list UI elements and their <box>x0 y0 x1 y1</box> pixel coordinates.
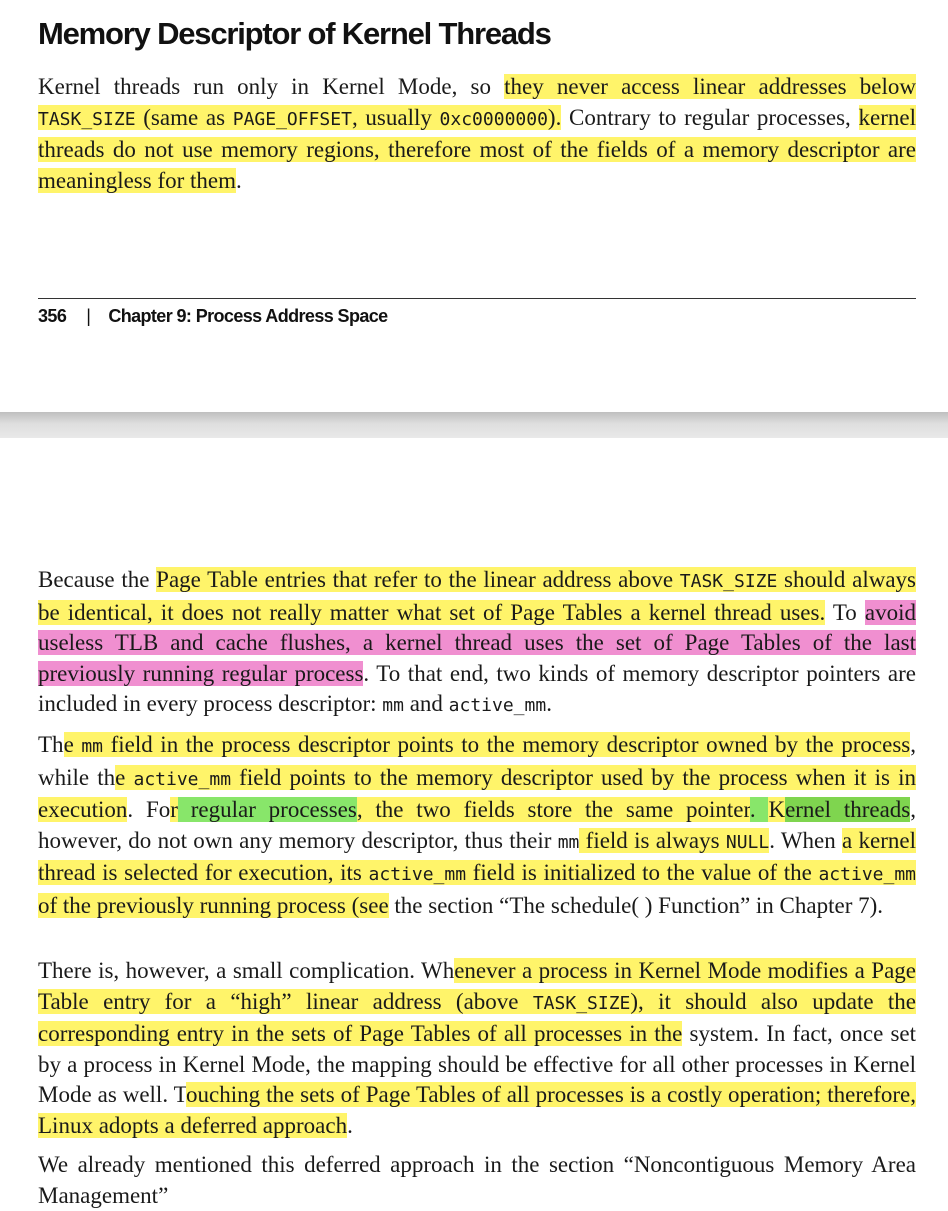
text-span: . Fo <box>127 797 171 823</box>
text-span: system. In fact, once set by a process in Kernel Mode, the mapping should be effective for all other processes in Kernel Mode as well. T <box>38 1021 917 1108</box>
text-span: e <box>63 732 82 757</box>
paragraph-page-tables <box>38 565 916 722</box>
highlight-yellow <box>579 828 769 853</box>
highlight-yellow: r <box>170 797 178 823</box>
highlight-green: regular processes <box>177 797 357 823</box>
code-address: 0xc0000000 <box>439 108 548 130</box>
text-span: should always be identical, it does not really matter what set of Page Tables a kernel thread uses. <box>38 567 916 625</box>
text-span: the section “The schedule( ) Function” in Chapter 7). <box>388 892 884 918</box>
code-active-mm: active_mm <box>133 768 232 790</box>
highlight-pink: avoid useless TLB and cache flushes, a kernel thread uses the set of Page Tables of the last previously running regular process <box>38 599 917 686</box>
text-span: and <box>403 691 449 717</box>
page-footer <box>38 306 388 327</box>
page-number: 356 <box>38 306 67 326</box>
text-span: There is, however, a small complication. Wh <box>38 958 455 983</box>
text-span: . <box>546 691 552 717</box>
code-mm: mm <box>557 831 580 853</box>
text-span: ). <box>547 104 562 130</box>
code-mm: mm <box>81 736 104 757</box>
text-span: Page Table entries that refer to the linear address above <box>156 567 680 592</box>
text-span: field points to the memory descriptor used by the process when it is in execution <box>38 764 917 823</box>
text-span: field in the process descriptor points to the memory descriptor owned by the process <box>103 732 911 757</box>
text-span: e <box>115 764 134 790</box>
code-active-mm: active_mm <box>818 864 917 886</box>
text-span: , while th <box>38 732 916 790</box>
text-span: . To that end, two kinds of memory descriptor pointers are included in every process descriptor: <box>38 660 916 717</box>
code-mm: mm <box>382 695 404 717</box>
text-span: of the previously running process (see <box>38 892 389 918</box>
code-task-size: TASK_SIZE <box>679 571 778 592</box>
text-span: , usually <box>351 104 440 130</box>
code-active-mm: active_mm <box>448 695 547 717</box>
footer-separator: | <box>86 306 91 326</box>
highlight-yellow: , the two fields store the same pointer <box>356 797 750 823</box>
text-span: (same as <box>135 104 233 130</box>
highlight-yellow: ouching the sets of Page Tables of all processes is a costly operation; therefore, Linux adopts a deferred approach <box>38 1082 916 1138</box>
code-task-size: TASK_SIZE <box>38 108 136 130</box>
paragraph-mm-fields <box>38 730 916 922</box>
page-356 <box>0 0 948 412</box>
text-span: a kernel thread is selected for execution, its <box>38 827 916 886</box>
highlight-yellow <box>38 567 916 625</box>
code-null: NULL <box>725 831 770 853</box>
text-span: they never access linear addresses below <box>504 74 916 99</box>
text-span: ), it should also update the corresponding entry in the sets of Page Tables of all processes in the <box>38 988 916 1047</box>
code-active-mm: active_mm <box>368 864 467 886</box>
chapter-title: Chapter 9: Process Address Space <box>108 306 388 326</box>
text-span: . When <box>769 827 843 853</box>
highlight-green: . <box>749 797 769 823</box>
intro-paragraph <box>38 72 916 196</box>
paragraph-complication <box>38 956 916 1142</box>
text-span: To <box>825 599 865 625</box>
text-span: field is initialized to the value of the <box>466 860 819 886</box>
text-span: Contrary to regular processes, <box>561 104 859 130</box>
footer-rule <box>38 298 916 299</box>
highlight-dark-green: ernel threads <box>785 797 911 823</box>
section-title: Memory Descriptor of Kernel Threads <box>38 16 551 51</box>
highlight-yellow <box>64 732 911 757</box>
text-span: Because the <box>38 567 157 592</box>
text-span: Th <box>38 732 64 757</box>
text-span: . <box>347 1112 353 1138</box>
highlight-yellow: kernel threads do not use memory regions, therefore most of the fields of a memory descriptor are meaningless for them <box>38 104 916 193</box>
text-span: , however, do not own any memory descriptor, thus their <box>38 797 917 853</box>
highlight-yellow: K <box>768 797 786 823</box>
code-page-offset: PAGE_OFFSET <box>232 108 352 130</box>
text-span: field is always <box>579 827 726 853</box>
paragraph-cut-off: We already mentioned this deferred approach in the section “Noncontiguous Memory Area Management” <box>38 1152 916 1208</box>
page-gap <box>0 412 948 438</box>
text-span: . <box>236 167 242 193</box>
text-span: Kernel threads run only in Kernel Mode, so <box>38 74 505 99</box>
code-task-size: TASK_SIZE <box>532 992 631 1014</box>
text-span: enever a process in Kernel Mode modifies a Page Table entry for a “high” linear address (above <box>38 958 916 1014</box>
